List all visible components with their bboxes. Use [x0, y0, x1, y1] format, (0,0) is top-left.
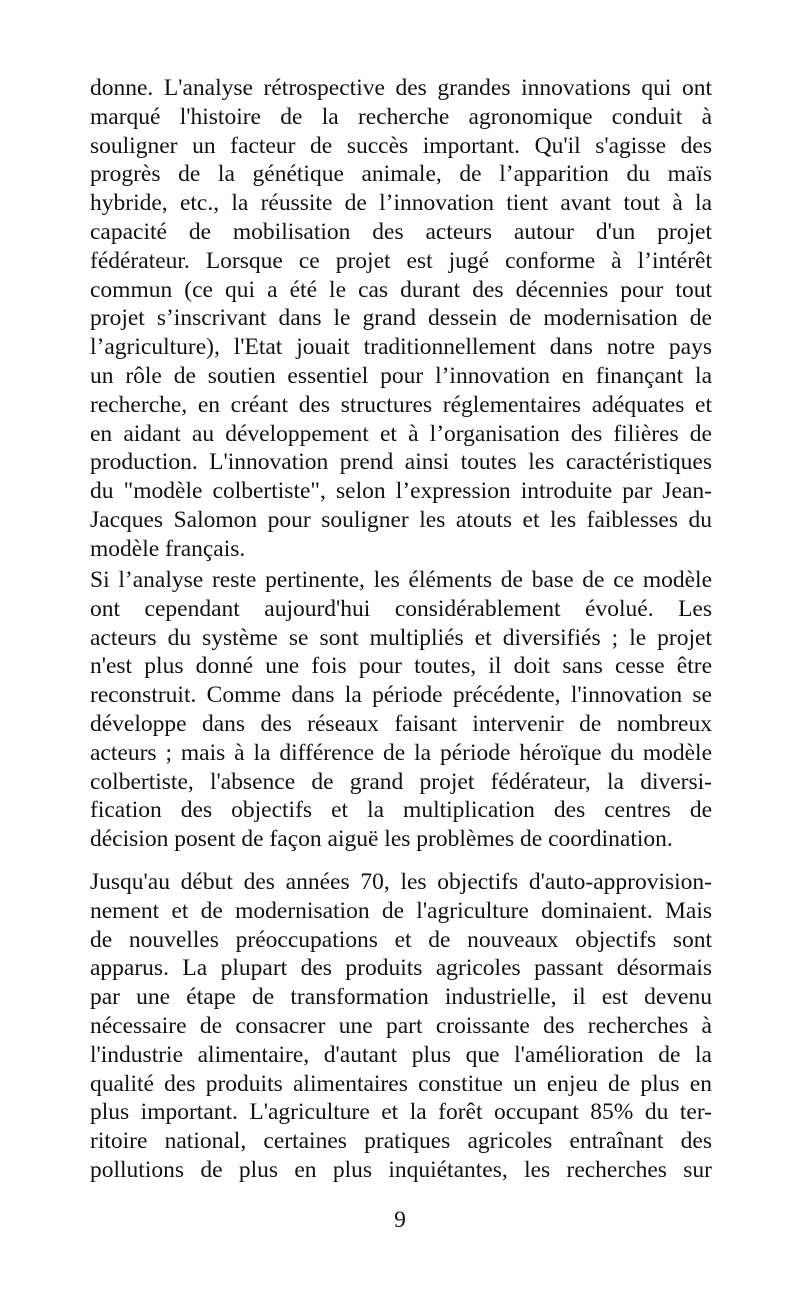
text-line: commun (ce qui a été le cas durant des décennies pour tout — [90, 276, 712, 303]
text-line: qualité des produits alimentaires constitue un enjeu de plus en — [90, 1070, 712, 1097]
text-line: un rôle de soutien essentiel pour l’innovation en finançant la — [90, 362, 712, 389]
text-line: fédérateur. Lorsque ce projet est jugé conforme à l’intérêt — [90, 247, 712, 274]
text-line: Jusqu'au début des années 70, les objectifs d'auto-approvision- — [90, 869, 712, 895]
text-line: décision posent de façon aiguë les problèmes de coordination. — [90, 826, 673, 853]
text-line: donne. L'analyse rétrospective des grandes innovations qui ont — [90, 75, 712, 101]
text-line: plus important. L'agriculture et la forêt occupant 85% du ter- — [90, 1099, 712, 1126]
text-line: colbertiste, l'absence de grand projet fédérateur, la diversi- — [90, 768, 712, 795]
paragraph-3 — [90, 868, 712, 1185]
text-line: acteurs du système se sont multipliés et diversifiés ; le projet — [90, 624, 712, 651]
text-line: recherche, en créant des structures réglementaires adéquates et — [90, 391, 712, 418]
text-line: souligner un facteur de succès important. Qu'il s'agisse des — [90, 132, 712, 159]
text-line: n'est plus donné une fois pour toutes, il doit sans cesse être — [90, 653, 712, 680]
text-line: nement et de modernisation de l'agriculture dominaient. Mais — [90, 897, 712, 924]
text-line: hybride, etc., la réussite de l’innovation tient avant tout à la — [90, 190, 712, 217]
text-line: nécessaire de consacrer une part croissante des recherches à — [90, 1012, 712, 1039]
text-line: apparus. La plupart des produits agricoles passant désormais — [90, 955, 712, 982]
text-line: reconstruit. Comme dans la période précédente, l'innovation se — [90, 682, 712, 709]
text-line: par une étape de transformation industrielle, il est devenu — [90, 984, 712, 1011]
text-line: l’agriculture), l'Etat jouait traditionnellement dans notre pays — [90, 334, 712, 361]
paragraph-2 — [90, 566, 712, 854]
text-line: l'industrie alimentaire, d'autant plus que l'amélioration de la — [90, 1041, 712, 1068]
text-line: ont cependant aujourd'hui considérablement évolué. Les — [90, 595, 712, 622]
text-line: modèle français. — [90, 535, 246, 562]
text-line: production. L'innovation prend ainsi toutes les caractéristiques — [90, 449, 712, 476]
text-line: acteurs ; mais à la différence de la période héroïque du modèle — [90, 739, 712, 766]
text-line: Si l’analyse reste pertinente, les éléments de base de ce modèle — [90, 567, 712, 593]
text-line: de nouvelles préoccupations et de nouveaux objectifs sont — [90, 926, 712, 953]
text-line: capacité de mobilisation des acteurs autour d'un projet — [90, 218, 712, 245]
text-line: projet s’inscrivant dans le grand dessein de modernisation de — [90, 305, 712, 332]
text-line: marqué l'histoire de la recherche agronomique conduit à — [90, 103, 712, 130]
text-line: pollutions de plus en plus inquiétantes, les recherches sur — [90, 1156, 712, 1183]
text-line: du "modèle colbertiste", selon l’expression introduite par Jean- — [90, 478, 712, 505]
text-line: progrès de la génétique animale, de l’apparition du maïs — [90, 161, 712, 188]
text-line: fication des objectifs et la multiplication des centres de — [90, 797, 712, 824]
text-line: développe dans des réseaux faisant intervenir de nombreux — [90, 710, 712, 737]
paragraph-1 — [90, 74, 712, 564]
text-line: ritoire national, certaines pratiques agricoles entraînant des — [90, 1128, 712, 1155]
page-number: 9 — [394, 1207, 406, 1233]
text-line: en aidant au développement et à l’organisation des filières de — [90, 420, 712, 447]
text-line: Jacques Salomon pour souligner les atouts et les faiblesses du — [90, 506, 712, 533]
